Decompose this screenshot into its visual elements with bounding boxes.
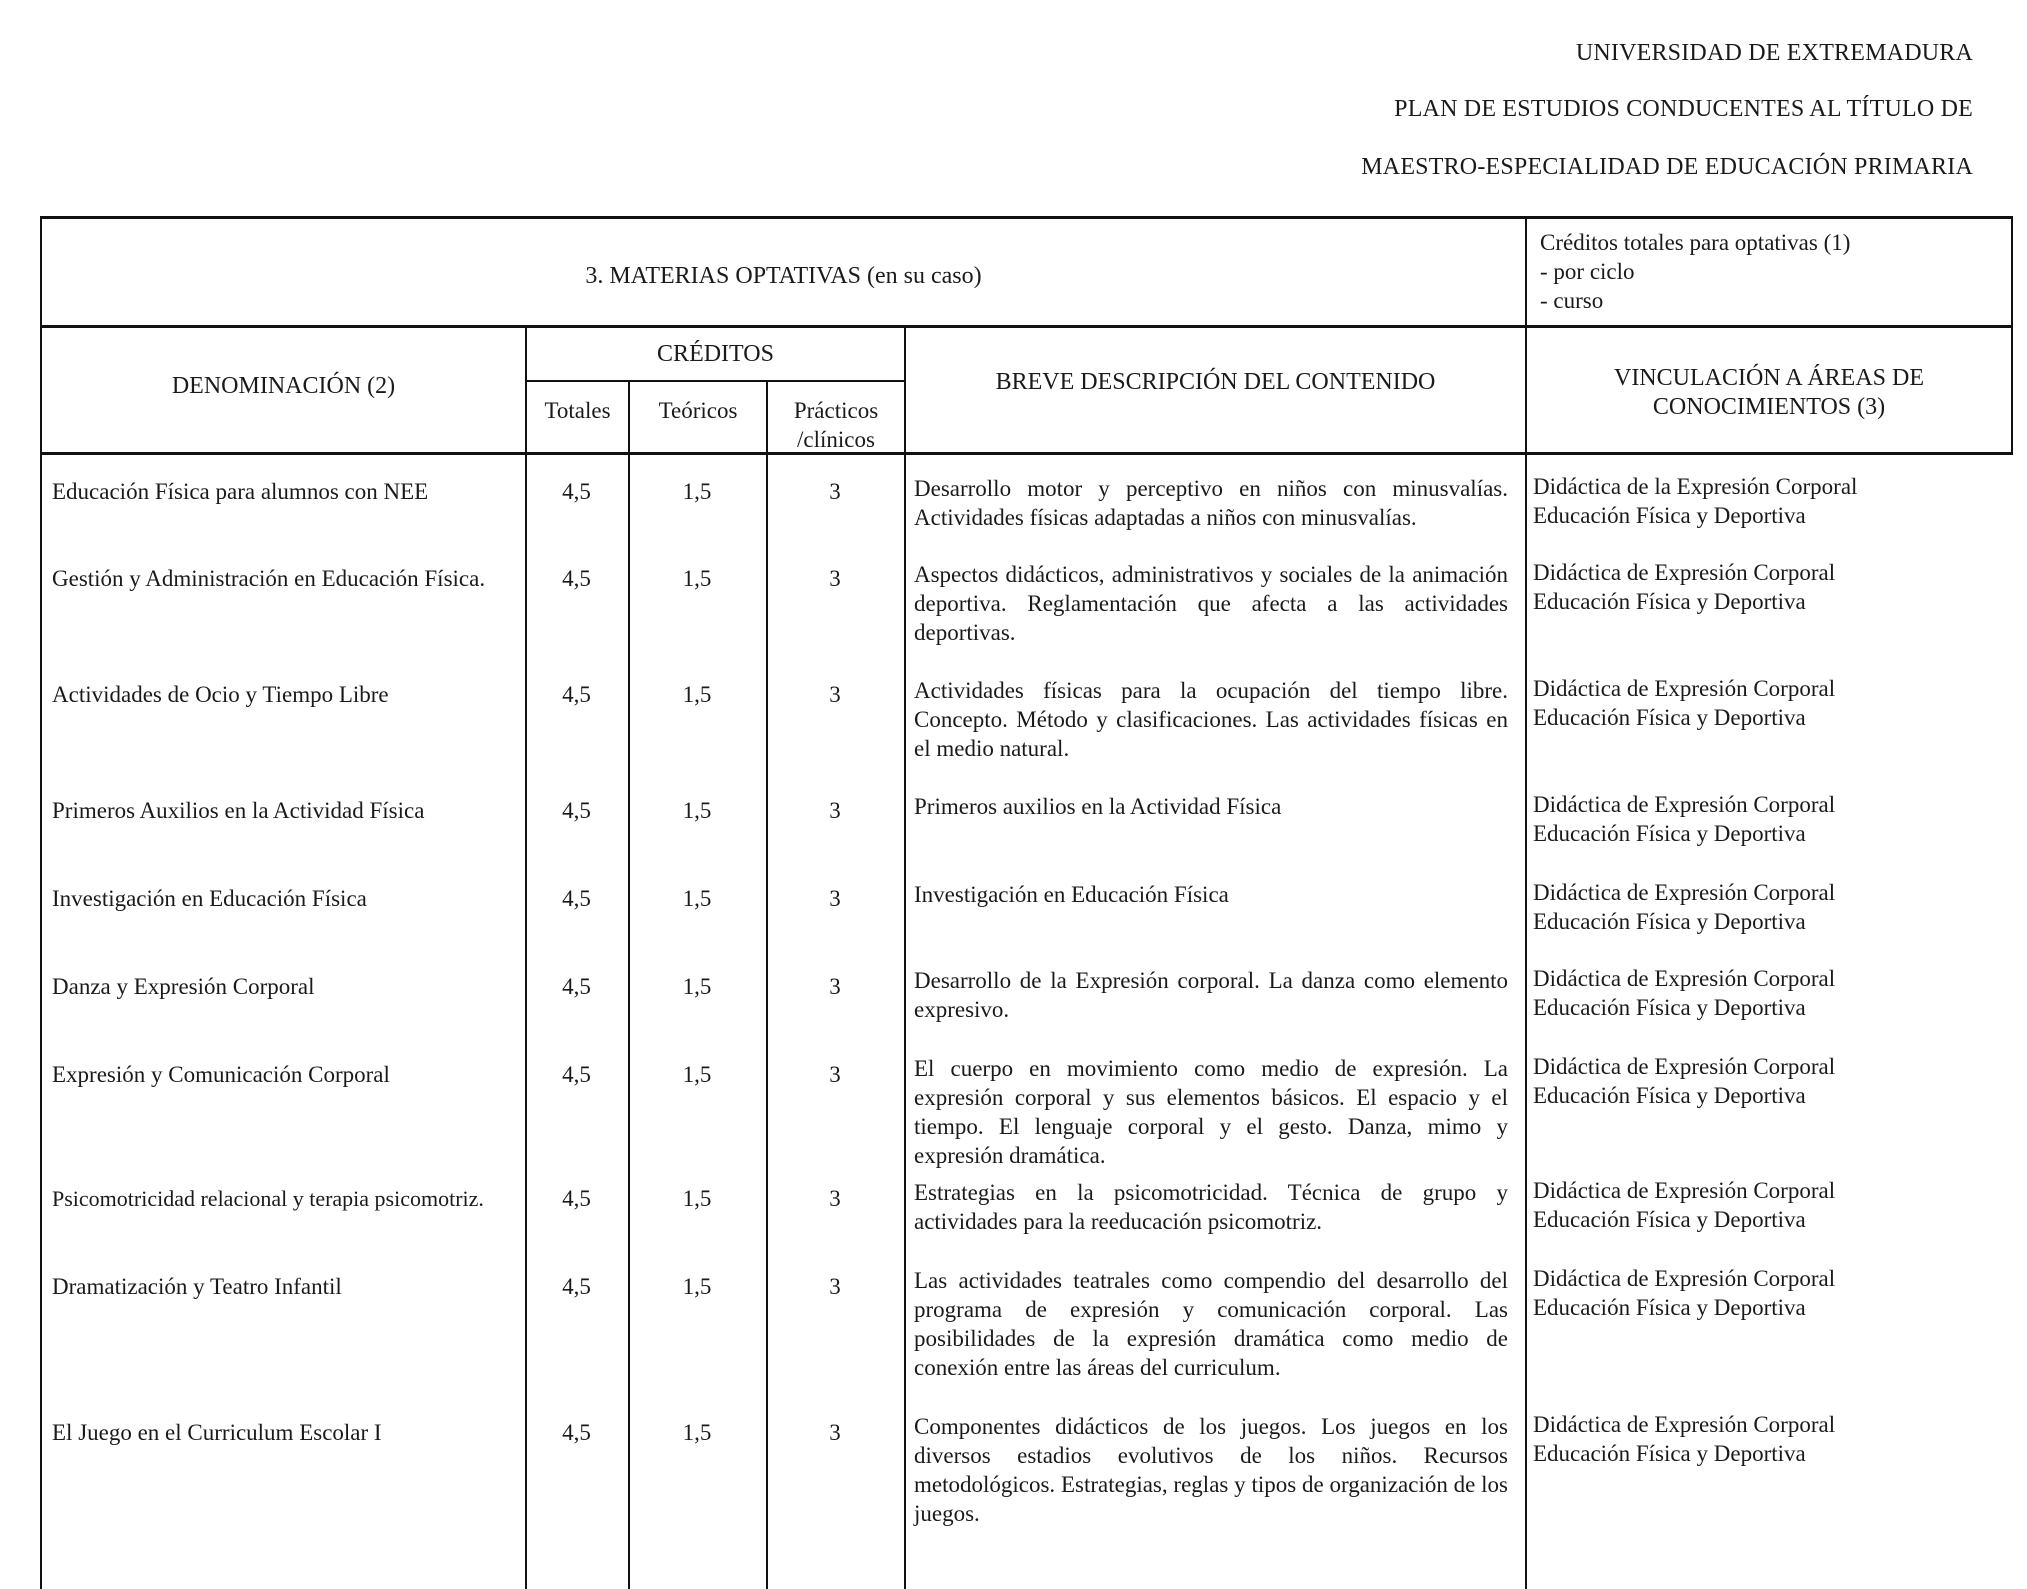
header-practicos-line2: /clínicos [797,427,875,452]
header-totales: Totales [544,398,611,423]
row-area-1: Didáctica de Expresión Corporal [1533,966,1836,991]
row-name: Investigación en Educación Física [52,886,367,911]
row-areas [1533,472,1993,530]
row-name: Educación Física para alumnos con NEE [52,479,429,504]
row-area-2: Educación Física y Deportiva [1533,1083,1806,1108]
row-area-1: Didáctica de Expresión Corporal [1533,1266,1836,1291]
row-description: Desarrollo de la Expresión corporal. La danza como elemento expresivo. [914,968,1508,1022]
row-areas [1533,558,1993,616]
row-teoricos: 1,5 [682,886,712,911]
row-totales: 4,5 [562,479,591,504]
credits-box-line3: - curso [1540,288,1604,313]
row-description: Componentes didácticos de los juegos. Los juegos en los diversos estadios evolutivos de los niños. Recursos metodológicos. Estrategias, reglas y tipos de organización de los juegos. [914,1414,1508,1526]
row-totales: 4,5 [562,1186,591,1211]
row-description: Aspectos didácticos, administrativos y sociales de la animación deportiva. Reglamentación que afecta a las actividades deportivas. [914,562,1508,645]
row-area-2: Educación Física y Deportiva [1533,705,1806,730]
credits-box-line1: Créditos totales para optativas (1) [1540,230,1851,255]
header-denominacion: DENOMINACIÓN (2) [171,373,396,399]
table-right-border [2011,216,2013,454]
row-areas [1533,790,1993,848]
row-practicos: 3 [829,1420,841,1445]
credits-divider [525,380,905,382]
row-practicos: 3 [829,566,841,591]
header-bottom-border [40,452,2013,455]
credits-box [1540,228,2000,315]
row-totales: 4,5 [562,886,591,911]
row-area-2: Educación Física y Deportiva [1533,821,1806,846]
row-area-2: Educación Física y Deportiva [1533,1207,1806,1232]
row-name: Gestión y Administración en Educación Física. [52,566,486,591]
row-area-2: Educación Física y Deportiva [1533,503,1806,528]
row-teoricos: 1,5 [682,566,712,591]
row-area-2: Educación Física y Deportiva [1533,589,1806,614]
row-area-2: Educación Física y Deportiva [1533,995,1806,1020]
credits-box-line2: - por ciclo [1540,259,1635,284]
row-totales: 4,5 [562,798,591,823]
row-areas [1533,1052,1993,1110]
header-vinculacion-line2: CONOCIMIENTOS (3) [1652,394,1886,420]
header-descripcion: BREVE DESCRIPCIÓN DEL CONTENIDO [995,369,1436,395]
header-creditos: CRÉDITOS [657,341,774,367]
section-title: 3. MATERIAS OPTATIVAS (en su caso) [585,263,982,289]
degree-title: MAESTRO-ESPECIALIDAD DE EDUCACIÓN PRIMARIA [1361,154,1973,180]
row-areas [1533,1176,1993,1234]
row-practicos: 3 [829,886,841,911]
row-teoricos: 1,5 [682,1274,712,1299]
row-description: Estrategias en la psicomotricidad. Técnica de grupo y actividades para la reeducación psicomotriz. [914,1180,1508,1234]
row-totales: 4,5 [562,1062,591,1087]
row-name: Primeros Auxilios en la Actividad Física [52,798,425,823]
row-name: Psicomotricidad relacional y terapia psicomotriz. [52,1186,484,1211]
header-vinculacion [1527,364,2011,422]
row-teoricos: 1,5 [682,1062,712,1087]
row-areas [1533,1264,1993,1322]
row-practicos: 3 [829,798,841,823]
row-description: Las actividades teatrales como compendio del desarrollo del programa de expresión y comunicación corporal. Las posibilidades de la expresión dramática como medio de conexión entre las áreas del curriculum. [914,1268,1508,1380]
row-area-1: Didáctica de Expresión Corporal [1533,880,1836,905]
row-areas [1533,964,1993,1022]
header-practicos-line1: Prácticos [793,398,879,423]
table-top-border [40,216,2013,219]
row-practicos: 3 [829,479,841,504]
row-area-1: Didáctica de Expresión Corporal [1533,792,1836,817]
row-teoricos: 1,5 [682,1420,712,1445]
header-practicos [768,396,904,454]
col-totales-border [525,328,527,1589]
row-area-1: Didáctica de Expresión Corporal [1533,1412,1836,1437]
row-totales: 4,5 [562,974,591,999]
row-teoricos: 1,5 [682,974,712,999]
row-practicos: 3 [829,1274,841,1299]
row-area-1: Didáctica de Expresión Corporal [1533,560,1836,585]
row-area-2: Educación Física y Deportiva [1533,1441,1806,1466]
row-areas [1533,1410,1993,1468]
row-totales: 4,5 [562,1274,591,1299]
row-practicos: 3 [829,682,841,707]
row-teoricos: 1,5 [682,798,712,823]
row-area-1: Didáctica de Expresión Corporal [1533,1054,1836,1079]
row-name: Danza y Expresión Corporal [52,974,315,999]
row-description: Primeros auxilios en la Actividad Física [914,794,1282,819]
row-totales: 4,5 [562,1420,591,1445]
row-area-2: Educación Física y Deportiva [1533,909,1806,934]
plan-title: PLAN DE ESTUDIOS CONDUCENTES AL TÍTULO DE [1394,96,1973,122]
row-area-1: Didáctica de la Expresión Corporal [1533,474,1858,499]
row-teoricos: 1,5 [682,1186,712,1211]
row-area-2: Educación Física y Deportiva [1533,1295,1806,1320]
section-bottom-border [40,325,2013,328]
row-name: Actividades de Ocio y Tiempo Libre [52,682,389,707]
row-name: El Juego en el Curriculum Escolar I [52,1420,382,1445]
row-practicos: 3 [829,1186,841,1211]
row-description: Investigación en Educación Física [914,882,1229,907]
row-teoricos: 1,5 [682,682,712,707]
row-description: Actividades físicas para la ocupación del tiempo libre. Concepto. Método y clasificaciones. Las actividades físicas en el medio natural. [914,678,1508,761]
row-area-1: Didáctica de Expresión Corporal [1533,676,1836,701]
row-areas [1533,878,1993,936]
row-totales: 4,5 [562,682,591,707]
header-vinculacion-line1: VINCULACIÓN A ÁREAS DE [1613,365,1924,391]
row-teoricos: 1,5 [682,479,712,504]
row-name: Expresión y Comunicación Corporal [52,1062,390,1087]
row-description: El cuerpo en movimiento como medio de expresión. La expresión corporal y sus elementos básicos. El espacio y el tiempo. El lenguaje corporal y el gesto. Danza, mimo y expresión dramática. [914,1056,1508,1168]
row-totales: 4,5 [562,566,591,591]
university-name: UNIVERSIDAD DE EXTREMADURA [1575,40,1973,66]
header-teoricos: Teóricos [658,398,738,423]
row-practicos: 3 [829,974,841,999]
row-description: Desarrollo motor y perceptivo en niños con minusvalías. Actividades físicas adaptadas a niños con minusvalías. [914,476,1508,530]
row-practicos: 3 [829,1062,841,1087]
row-areas [1533,674,1993,732]
table-left-border [40,216,42,1589]
row-area-1: Didáctica de Expresión Corporal [1533,1178,1836,1203]
col-desc-border [904,328,906,1589]
row-name: Dramatización y Teatro Infantil [52,1274,342,1299]
